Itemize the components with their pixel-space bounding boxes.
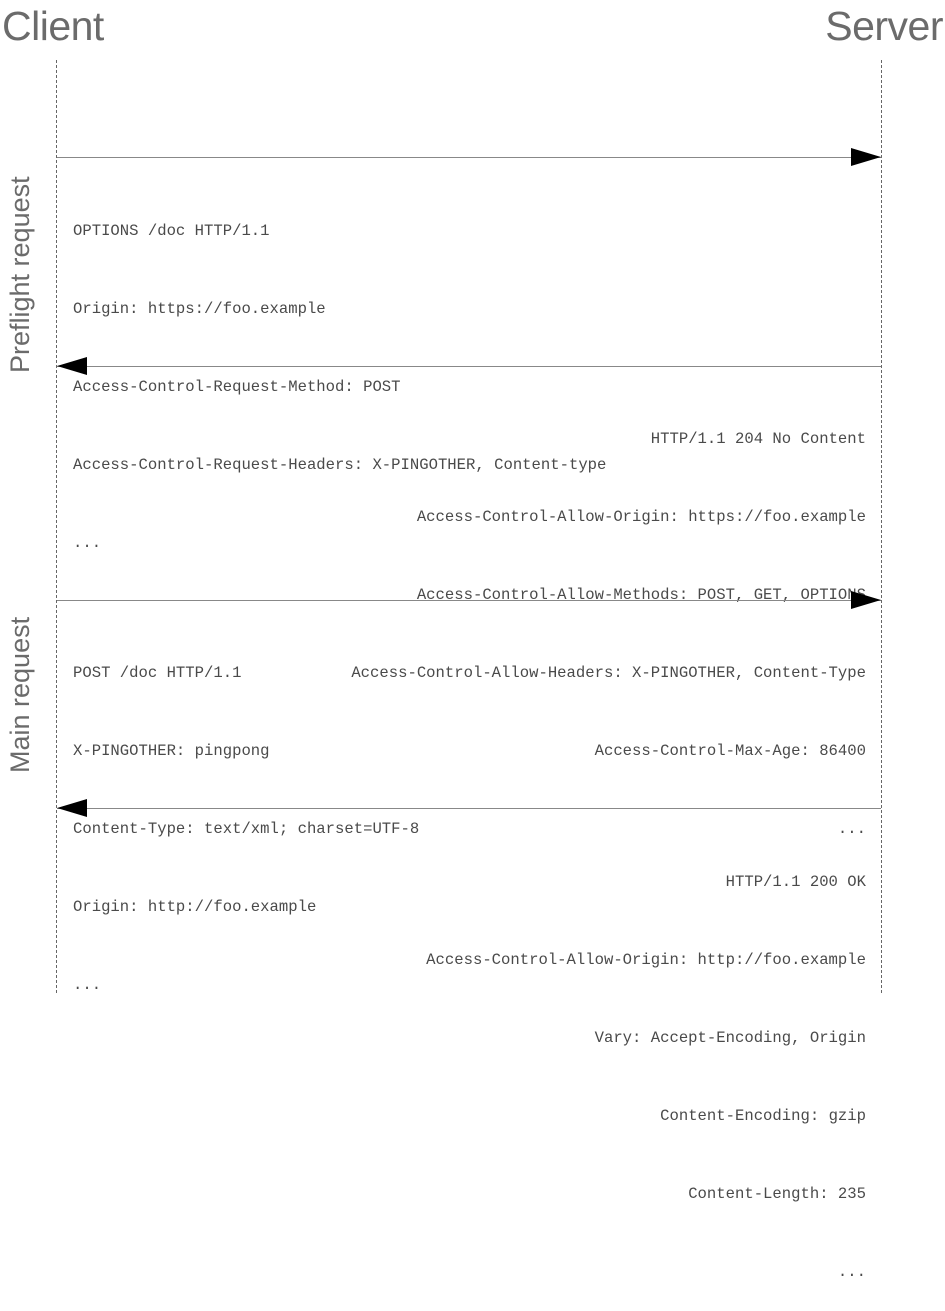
message-line: Vary: Accept-Encoding, Origin (594, 1029, 866, 1047)
preflight-response-message (351, 374, 866, 868)
main-response-arrow (57, 808, 881, 809)
message-line: Access-Control-Max-Age: 86400 (594, 742, 866, 760)
arrow-left-icon (57, 357, 87, 375)
message-line: HTTP/1.1 204 No Content (650, 430, 866, 448)
message-line: Access-Control-Allow-Origin: http://foo.example (426, 951, 866, 969)
message-line: Access-Control-Allow-Methods: POST, GET, OPTIONS (416, 586, 866, 604)
arrow-right-icon (851, 591, 881, 609)
phase-label-main: Main request (5, 616, 35, 773)
message-line: POST /doc HTTP/1.1 (73, 664, 242, 682)
message-line: Access-Control-Allow-Origin: https://foo.example (416, 508, 866, 526)
message-line: Access-Control-Request-Method: POST (73, 378, 401, 396)
main-response-message (426, 817, 866, 1311)
message-line: ... (837, 820, 866, 838)
main-request-message (73, 608, 419, 1024)
message-line: ... (837, 1263, 866, 1281)
message-line: Content-Length: 235 (688, 1185, 866, 1203)
message-line: Access-Control-Allow-Headers: X-PINGOTHER, Content-Type (351, 664, 866, 682)
arrow-right-icon (851, 148, 881, 166)
client-lifeline (56, 60, 57, 993)
message-line: Origin: https://foo.example (73, 300, 326, 318)
preflight-response-arrow (57, 366, 881, 367)
message-line: ... (73, 534, 102, 552)
message-line: Content-Encoding: gzip (660, 1107, 866, 1125)
client-actor-label: Client (2, 3, 104, 49)
message-line: X-PINGOTHER: pingpong (73, 742, 270, 760)
preflight-request-arrow (57, 157, 881, 158)
message-line: ... (73, 976, 102, 994)
message-line: HTTP/1.1 200 OK (725, 873, 866, 891)
arrow-left-icon (57, 799, 87, 817)
message-line: OPTIONS /doc HTTP/1.1 (73, 222, 270, 240)
server-lifeline (881, 60, 882, 993)
message-line: Origin: http://foo.example (73, 898, 317, 916)
message-line: Content-Type: text/xml; charset=UTF-8 (73, 820, 420, 838)
phase-label-preflight: Preflight request (5, 176, 35, 373)
main-request-arrow (57, 600, 881, 601)
server-actor-label: Server (825, 3, 943, 49)
message-line: Access-Control-Request-Headers: X-PINGOTHER, Content-type (73, 456, 607, 474)
